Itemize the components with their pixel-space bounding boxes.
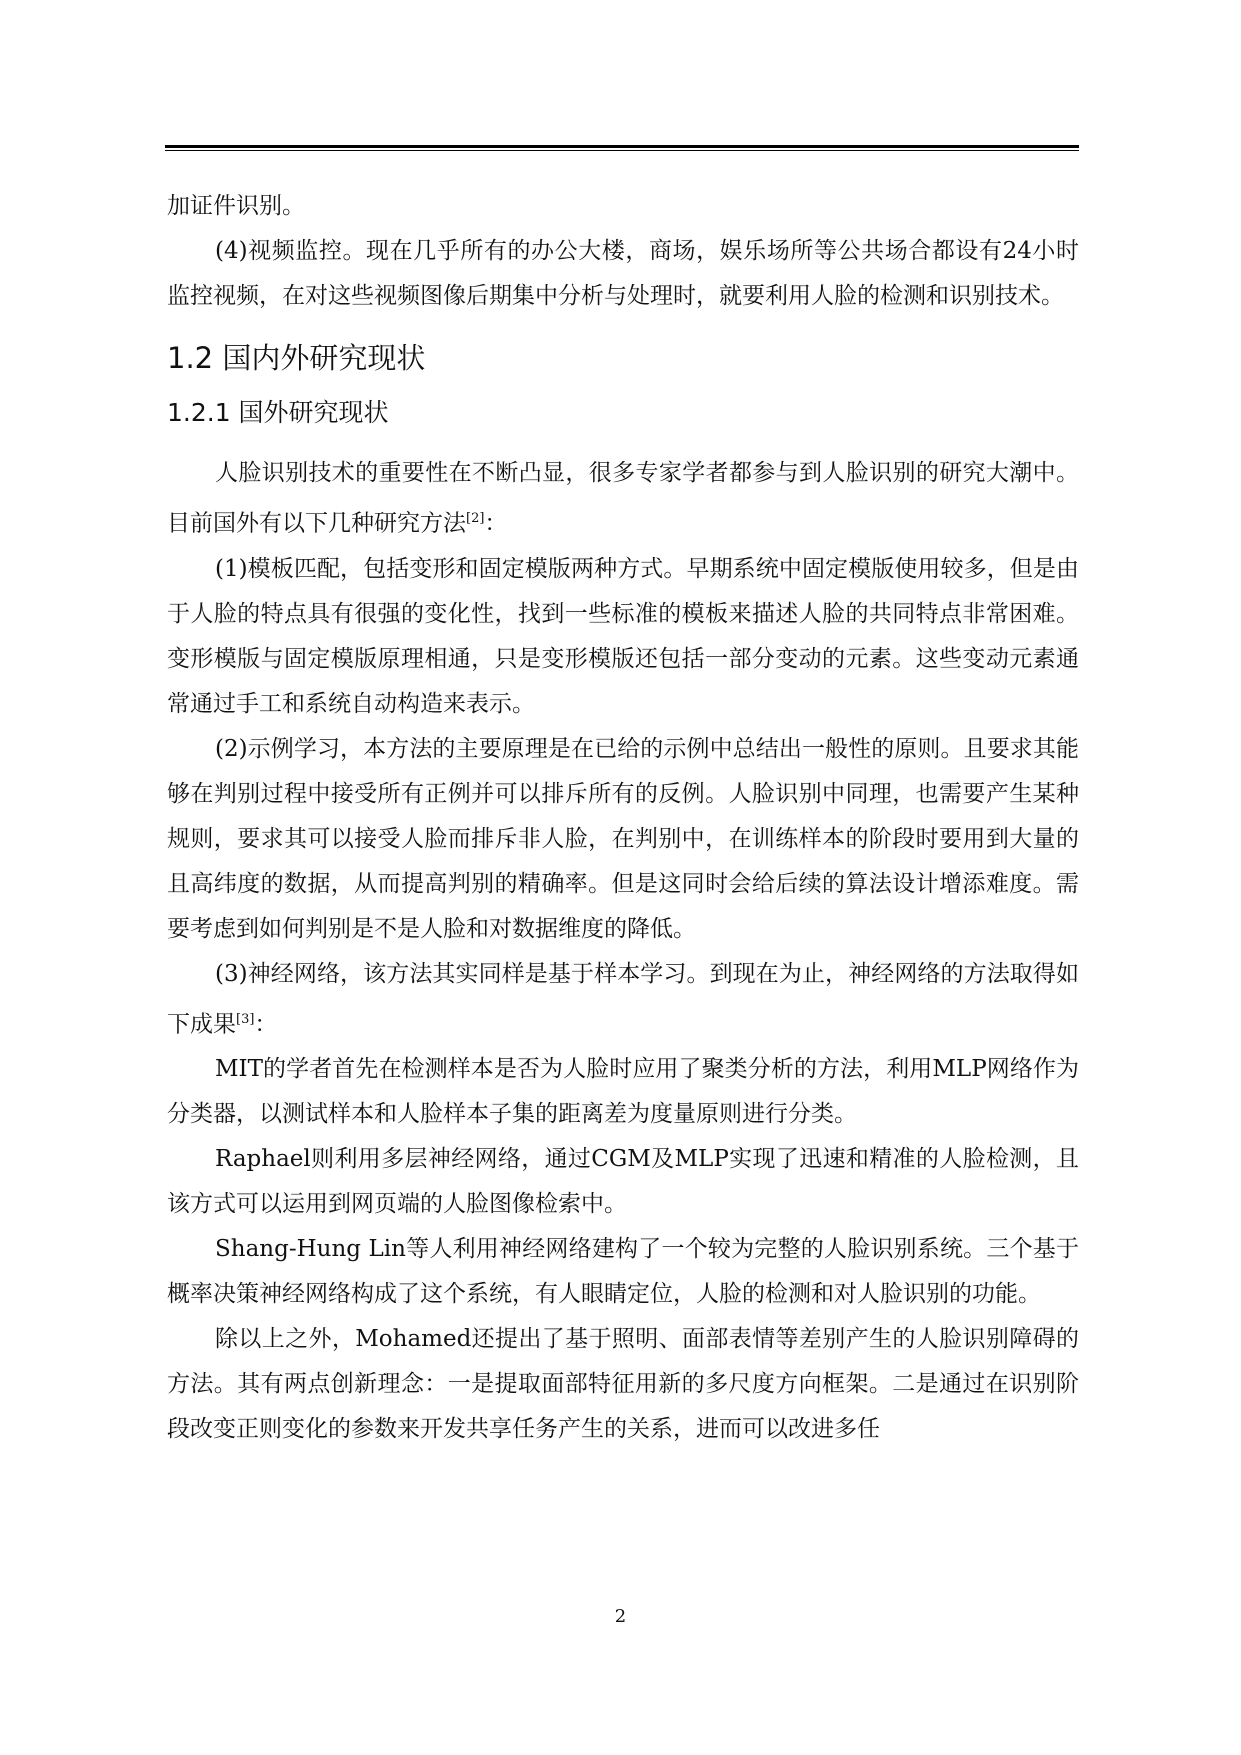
paragraph-text: 人脸识别技术的重要性在不断凸显，很多专家学者都参与到人脸识别的研究大潮中。目前国外有以下几种研究方法 bbox=[167, 460, 1079, 537]
header-rule-thick bbox=[165, 145, 1079, 148]
header-rule bbox=[165, 145, 1079, 152]
paragraph: Shang-Hung Lin等人利用神经网络建构了一个较为完整的人脸识别系统。三个基于概率决策神经网络构成了这个系统，有人眼睛定位，人脸的检测和对人脸识别的功能。 bbox=[167, 1236, 1079, 1308]
paragraph-text: (3)神经网络，该方法其实同样是基于样本学习。到现在为止，神经网络的方法取得如下成果 bbox=[167, 960, 1079, 1038]
citation: [3] bbox=[236, 1011, 255, 1027]
paragraph: 除以上之外，Mohamed还提出了基于照明、面部表情等差别产生的人脸识别障碍的方法。其有两点创新理念：一是提取面部特征用新的多尺度方向框架。二是通过在识别阶段改变正则变化的参数来开发共享任务产生的关系，进而可以改进多任 bbox=[167, 1326, 1079, 1443]
paragraph bbox=[167, 451, 1079, 547]
paragraph: Raphael则利用多层神经网络，通过CGM及MLP实现了迅速和精准的人脸检测，且该方式可以运用到网页端的人脸图像检索中。 bbox=[167, 1146, 1079, 1218]
paragraph bbox=[167, 952, 1079, 1048]
citation: [2] bbox=[466, 511, 485, 526]
section-heading: 1.2 国内外研究现状 bbox=[167, 341, 426, 375]
paragraph: 加证件识别。 bbox=[167, 193, 305, 219]
paragraph: (2)示例学习，本方法的主要原理是在已给的示例中总结出一般性的原则。且要求其能够在判别过程中接受所有正例并可以排斥所有的反例。人脸识别中同理，也需要产生某种规则，要求其可以接受人脸而排斥非人脸，在判别中，在训练样本的阶段时要用到大量的且高纬度的数据，从而提高判别的精确率。但是这同时会给后续的算法设计增添难度。需要考虑到如何判别是不是人脸和对数据维度的降低。 bbox=[167, 735, 1079, 942]
paragraph: (4)视频监控。现在几乎所有的办公大楼，商场，娱乐场所等公共场合都设有24小时监控视频，在对这些视频图像后期集中分析与处理时，就要利用人脸的检测和识别技术。 bbox=[167, 238, 1079, 309]
paragraph-tail: ： bbox=[254, 1011, 278, 1038]
paragraph: (1)模板匹配，包括变形和固定模版两种方式。早期系统中固定模版使用较多，但是由于人脸的特点具有很强的变化性，找到一些标准的模板来描述人脸的共同特点非常困难。变形模版与固定模版原理相通，只是变形模版还包括一部分变动的元素。这些变动元素通常通过手工和系统自动构造来表示。 bbox=[167, 555, 1079, 717]
header-rule-thin bbox=[165, 150, 1079, 151]
page-body bbox=[167, 184, 1079, 1452]
paragraph-tail: ： bbox=[484, 510, 508, 537]
page-number: 2 bbox=[614, 1606, 627, 1627]
subsection-heading: 1.2.1 国外研究现状 bbox=[167, 398, 389, 427]
paragraph: MIT的学者首先在检测样本是否为人脸时应用了聚类分析的方法，利用MLP网络作为分类器，以测试样本和人脸样本子集的距离差为度量原则进行分类。 bbox=[167, 1056, 1079, 1128]
